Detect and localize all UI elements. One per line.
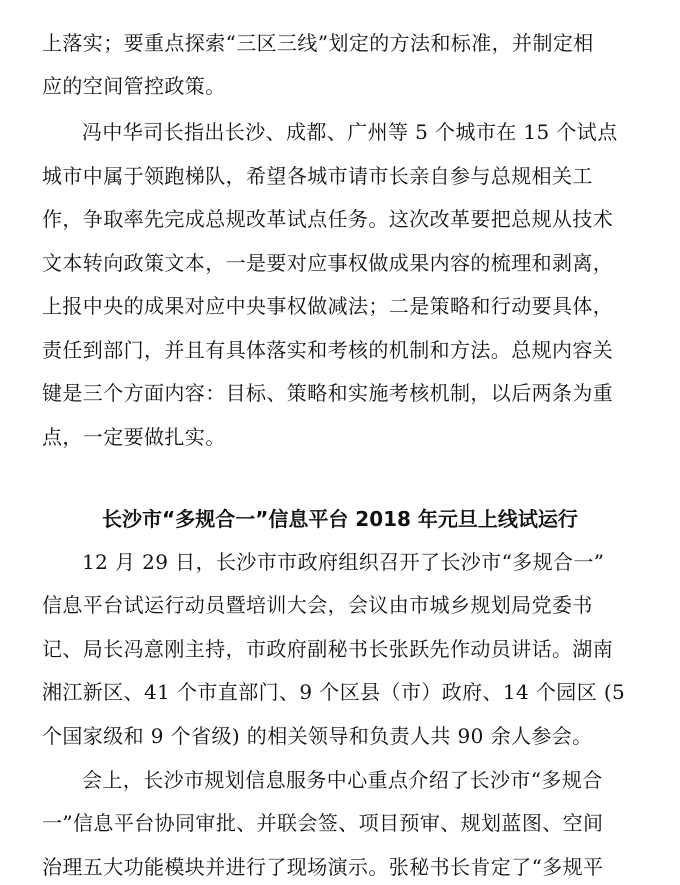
paragraph-line: 责任到部门，并且有具体落实和考核的机制和方法。总规内容关	[42, 338, 614, 362]
paragraph-line: 点，一定要做扎实。	[42, 425, 226, 449]
paragraph-line: 信息平台试运行动员暨培训大会，会议由市城乡规划局党委书	[42, 593, 593, 617]
paragraph-line: 上报中央的成果对应中央事权做减法；二是策略和行动要具体，	[42, 294, 614, 318]
paragraph-line: 治理五大功能模块并进行了现场演示。张秘书长肯定了“多规平	[42, 855, 604, 879]
paragraph-line: 文本转向政策文本，一是要对应事权做成果内容的梳理和剥离，	[42, 251, 614, 275]
paragraph-line: 12 月 29 日，长沙市市政府组织召开了长沙市“多规合一”	[82, 550, 605, 574]
section-heading: 长沙市“多规合一”信息平台 2018 年元旦上线试运行	[102, 507, 578, 531]
paragraph-line: 一”信息平台协同审批、并联会签、项目预审、规划蓝图、空间	[42, 811, 604, 835]
paragraph-line: 上落实；要重点探索“三区三线”划定的方法和标准，并制定相	[42, 31, 594, 55]
paragraph-line: 城市中属于领跑梯队，希望各城市请市长亲自参与总规相关工	[42, 164, 593, 188]
paragraph-line: 冯中华司长指出长沙、成都、广州等 5 个城市在 15 个试点	[82, 120, 618, 144]
paragraph-line: 应的空间管控政策。	[42, 74, 226, 98]
paragraph-line: 键是三个方面内容：目标、策略和实施考核机制，以后两条为重	[42, 381, 614, 405]
paragraph-line: 个国家级和 9 个省级) 的相关领导和负责人共 90 余人参会。	[42, 724, 593, 748]
paragraph-line: 记、局长冯意刚主持，市政府副秘书长张跃先作动员讲话。湖南	[42, 637, 614, 661]
paragraph-line: 湘江新区、41 个市直部门、9 个区县（市）政府、14 个园区 (5	[42, 680, 626, 704]
paragraph-line: 会上，长沙市规划信息服务中心重点介绍了长沙市“多规合	[82, 768, 603, 792]
paragraph-line: 作，争取率先完成总规改革试点任务。这次改革要把总规从技术	[42, 207, 614, 231]
